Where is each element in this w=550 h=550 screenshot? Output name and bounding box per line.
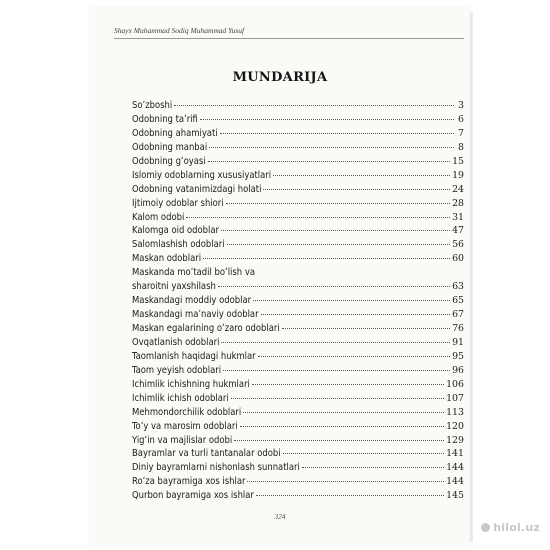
toc-entry — [132, 267, 464, 281]
dot-leader — [227, 244, 450, 245]
toc-entry-page: 113 — [446, 406, 464, 418]
toc-entry — [132, 379, 464, 393]
toc-entry-title: Maskandagi maʼnaviy odoblar — [132, 309, 259, 321]
toc-entry-page: 7 — [458, 127, 464, 139]
dot-leader — [247, 481, 444, 482]
toc-entry-title: Soʼzboshi — [132, 100, 173, 111]
toc-entry-page: 65 — [452, 295, 464, 307]
toc-entry — [132, 476, 464, 490]
toc-entry — [132, 323, 464, 337]
toc-entry — [132, 156, 464, 170]
toc-entry-page: 144 — [446, 476, 464, 488]
dot-leader — [261, 314, 451, 315]
dot-leader — [256, 495, 444, 496]
toc-entry — [132, 295, 464, 309]
watermark-text: hilol.uz — [493, 521, 540, 534]
toc-entry-page: 96 — [452, 364, 464, 376]
toc-entry-page: 19 — [452, 169, 464, 181]
watermark-icon — [481, 523, 490, 532]
toc-entry — [132, 184, 464, 198]
dot-leader — [203, 258, 450, 259]
dot-leader — [186, 217, 450, 218]
toc-entry-title: Yigʻin va majlislar odobi — [132, 434, 233, 446]
toc-entry — [132, 212, 464, 226]
dot-leader — [273, 175, 450, 176]
toc-entry-page: 3 — [458, 100, 464, 111]
dot-leader — [258, 356, 450, 357]
toc-entry — [132, 281, 464, 295]
toc-entry-page: 56 — [452, 239, 464, 251]
toc-entry — [132, 421, 464, 435]
toc-entry — [132, 462, 464, 476]
toc-entry-title: Ijtimoiy odoblar shiori — [132, 197, 224, 209]
toc-entry-title: Taom yeyish odoblari — [132, 364, 222, 376]
dot-leader — [234, 440, 444, 441]
toc-entry-title: Kalomga oid odoblar — [132, 225, 219, 237]
toc-entry-title: Taomlanish haqidagi hukmlar — [132, 350, 256, 362]
toc-entry — [132, 253, 464, 267]
dot-leader — [174, 105, 454, 106]
toc-entry-title: Qurbon bayramiga xos ishlar — [132, 490, 254, 502]
toc-entry-title: Maskan odoblari — [132, 253, 202, 265]
toc-entry-page: 145 — [446, 490, 464, 502]
dot-leader — [220, 133, 454, 134]
toc-entry-title: Bayramlar va turli tantanalar odobi — [132, 448, 281, 460]
toc-entry-title: Ovqatlanish odoblari — [132, 336, 220, 348]
toc-entry — [132, 100, 464, 114]
toc-entry — [132, 198, 464, 212]
toc-entry-page: 60 — [452, 253, 464, 265]
toc-entry-title: Odobning ahamiyati — [132, 127, 218, 139]
toc-entry-title: Roʻza bayramiga xos ishlar — [132, 476, 246, 488]
toc-entry-page: 67 — [452, 309, 464, 321]
toc-entry-title: Diniy bayramlarni nishonlash sunnatlari — [132, 462, 300, 474]
book-page — [90, 8, 470, 544]
header-rule — [114, 38, 464, 39]
dot-leader — [263, 189, 450, 190]
toc-entry-page: 120 — [446, 420, 464, 432]
toc-entry — [132, 128, 464, 142]
toc-entry-page: 47 — [452, 225, 464, 237]
toc-entry — [132, 365, 464, 379]
dot-leader — [208, 161, 450, 162]
toc-entry-title: Maskanda moʼtadil boʻlish va — [132, 267, 255, 279]
dot-leader — [231, 398, 444, 399]
toc-entry — [132, 309, 464, 323]
toc-entry-page: 129 — [446, 434, 464, 446]
toc-entry — [132, 337, 464, 351]
dot-leader — [223, 370, 450, 371]
toc-entry-title: Odobning gʻoyasi — [132, 155, 206, 167]
toc-entry-page: 24 — [452, 183, 464, 195]
toc-entry-title: Maskan egalarining oʻzaro odoblari — [132, 323, 280, 334]
toc-entry — [132, 114, 464, 128]
watermark-logo — [481, 521, 540, 534]
toc-entry — [132, 225, 464, 239]
dot-leader — [282, 328, 450, 329]
toc-entry-page: 76 — [452, 323, 464, 334]
toc-entry-page: 106 — [446, 378, 464, 390]
toc-entry-page: 31 — [452, 211, 464, 223]
toc-entry-title: Ichimlik ichishning hukmlari — [132, 378, 250, 390]
dot-leader — [226, 203, 450, 204]
toc-entry-page: 95 — [452, 350, 464, 362]
dot-leader — [283, 453, 444, 454]
toc-entry-page: 6 — [458, 113, 464, 125]
toc-entry — [132, 407, 464, 421]
toc-entry-page: 8 — [458, 141, 464, 153]
toc-entry-page: 107 — [446, 392, 464, 404]
page-edge — [470, 12, 473, 542]
toc-entry — [132, 393, 464, 407]
dot-leader — [218, 286, 450, 287]
toc-entry-page: 63 — [452, 281, 464, 293]
dot-leader — [243, 412, 444, 413]
toc-entry-title: Salomlashish odoblari — [132, 239, 225, 251]
page-title: MUNDARIJA — [232, 70, 328, 85]
toc-entry-title: Toʻy va marosim odoblari — [132, 420, 238, 432]
toc-entry-page: 144 — [446, 462, 464, 474]
dot-leader — [200, 119, 454, 120]
page-number: 324 — [274, 512, 286, 521]
running-header: Shayx Muhammad Sodiq Muhammad Yusuf — [114, 26, 245, 35]
dot-leader — [253, 300, 450, 301]
dot-leader — [209, 147, 454, 148]
toc-entry — [132, 239, 464, 253]
toc-entry-title: Mehmondorchilik odoblari — [132, 406, 242, 418]
toc-entry-title: Odobning vatanimizdagi holati — [132, 183, 262, 195]
dot-leader — [240, 426, 444, 427]
toc-entry-page: 141 — [446, 448, 464, 460]
toc-entry — [132, 490, 464, 504]
dot-leader — [221, 230, 450, 231]
toc-entry-title: Maskandagi moddiy odoblar — [132, 295, 252, 307]
dot-leader — [221, 342, 450, 343]
toc-entry — [132, 170, 464, 184]
table-of-contents — [132, 100, 464, 504]
toc-entry-title: Odobning taʼrifi — [132, 113, 198, 125]
toc-entry — [132, 142, 464, 156]
toc-entry — [132, 448, 464, 462]
toc-entry — [132, 351, 464, 365]
dot-leader — [252, 384, 444, 385]
toc-entry-page: 91 — [452, 336, 464, 348]
toc-entry-page: 28 — [452, 197, 464, 209]
toc-entry-title: Odobning manbai — [132, 141, 208, 153]
toc-entry — [132, 435, 464, 449]
toc-entry-title: sharoitni yaxshilash — [132, 281, 216, 293]
toc-entry-title: Kalom odobi — [132, 211, 185, 223]
toc-entry-page: 15 — [452, 155, 464, 167]
toc-entry-title: Islomiy odoblarning xususiyatlari — [132, 169, 272, 181]
dot-leader — [302, 467, 444, 468]
toc-entry-title: Ichimlik ichish odoblari — [132, 392, 229, 404]
